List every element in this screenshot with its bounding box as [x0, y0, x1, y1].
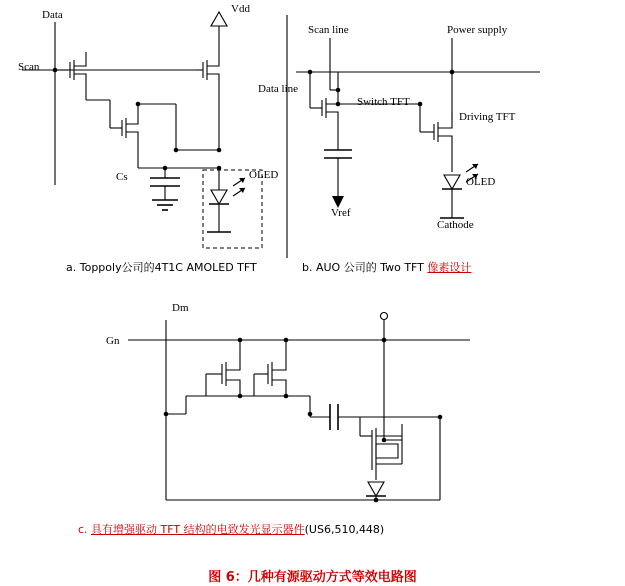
label-power-supply: Power supply — [447, 24, 508, 36]
caption-panel-b-text: b. AUO 公司的 Two TFT — [302, 261, 428, 274]
caption-panel-b-link[interactable]: 像素设计 — [427, 261, 472, 274]
label-scan: Scan — [18, 61, 40, 73]
label-cs: Cs — [116, 171, 128, 183]
label-gn: Gn — [106, 335, 120, 347]
caption-panel-c-prefix: c. — [78, 523, 92, 536]
label-scan-line: Scan line — [308, 24, 349, 36]
caption-panel-c-suffix: (US6,510,448) — [304, 523, 385, 536]
label-data: Data — [42, 9, 63, 21]
caption-panel-c — [78, 524, 384, 536]
label-oled-a: OLED — [249, 169, 279, 181]
panel-b-circuit — [296, 38, 540, 218]
label-vref: Vref — [331, 207, 351, 219]
figure-title: 图 6：几种有源驱动方式等效电路图 — [208, 570, 417, 585]
caption-panel-b — [302, 262, 471, 274]
label-oled-b: OLED — [466, 176, 496, 188]
label-switch-tft: Switch TFT — [357, 96, 410, 108]
label-cathode: Cathode — [437, 219, 474, 231]
label-vdd: Vdd — [231, 3, 250, 15]
panel-c-circuit — [128, 313, 470, 503]
label-dm: Dm — [172, 302, 189, 314]
label-data-line: Data line — [258, 83, 299, 95]
label-driving-tft: Driving TFT — [459, 111, 516, 123]
caption-panel-a: a. Toppoly公司的4T1C AMOLED TFT — [66, 261, 257, 274]
caption-panel-c-link[interactable]: 具有增强驱动 TFT 结构的电致发光显示器件 — [91, 523, 305, 536]
